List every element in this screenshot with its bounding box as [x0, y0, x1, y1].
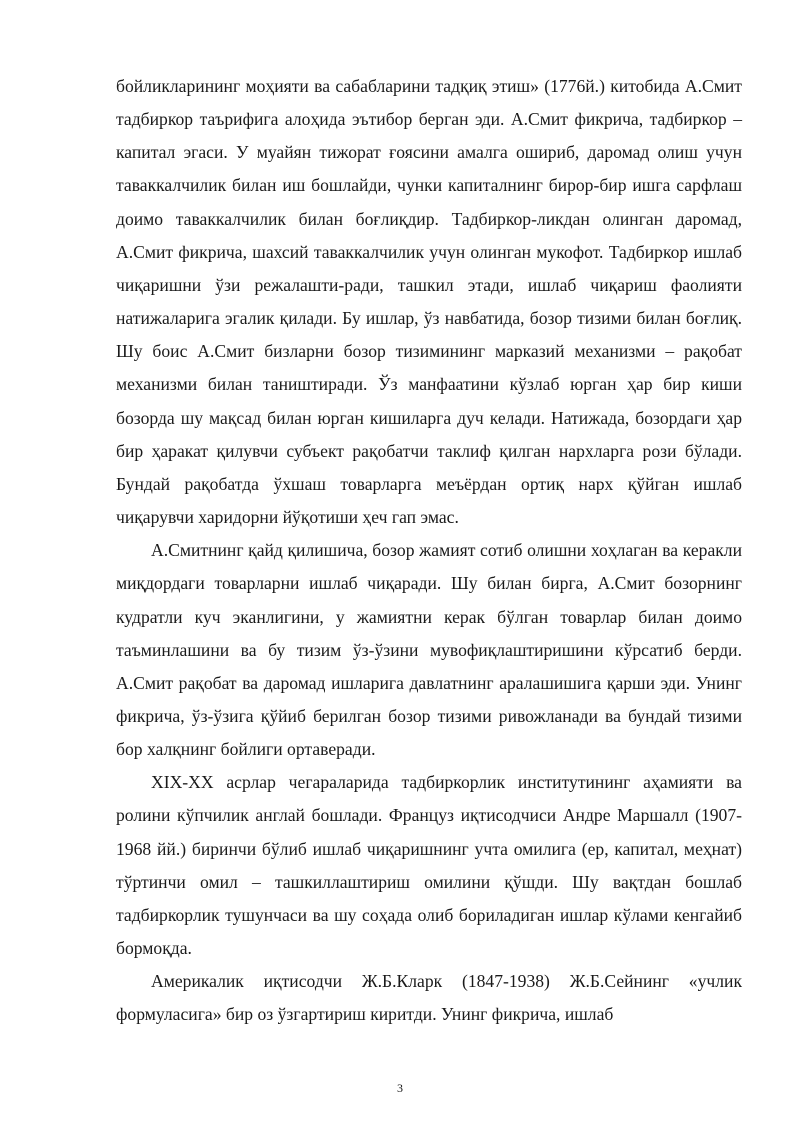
body-text: [116, 70, 742, 1032]
paragraph-4: Америкалик иқтисодчи Ж.Б.Кларк (1847-1938) Ж.Б.Сейнинг «учлик формуласига» бир оз ўзгартириш киритди. Унинг фикрича, ишлаб: [116, 971, 742, 1025]
paragraph-3: XIX-XX асрлар чегараларида тадбиркорлик институтининг аҳамияти ва ролини кўпчилик англай бошлади. Француз иқтисодчиси Андре Маршалл (1907-1968 йй.) биринчи бўлиб ишлаб чиқаришнинг учта омилига (ер, капитал, меҳнат) тўртинчи омил – ташкиллаштириш омилини қўшди. Шу вақтдан бошлаб тадбиркорлик тушунчаси ва шу соҳада олиб бориладиган ишлар кўлами кенгайиб бормоқда.: [116, 772, 742, 959]
paragraph-1: бойликларининг моҳияти ва сабабларини тадқиқ этиш» (1776й.) китобида А.Смит тадбиркор таърифига алоҳида эътибор берган эди. А.Смит фикрича, тадбиркор – капитал эгаси. У муайян тижорат ғоясини амалга ошириб, даромад олиш учун таваккалчилик билан иш бошлайди, чунки капиталнинг бирор-бир ишга сарфлаш доимо таваккалчилик билан боғлиқдир. Тадбиркор-ликдан олинган даромад, А.Смит фикрича, шахсий таваккалчилик учун олинган мукофот. Тадбиркор ишлаб чиқаришни ўзи режалашти-ради, ташкил этади, ишлаб чиқариш фаолияти натижаларига эгалик қилади. Бу ишлар, ўз навбатида, бозор тизими билан боғлиқ. Шу боис А.Смит бизларни бозор тизимининг марказий механизми – рақобат механизми билан таништиради. Ўз манфаатини кўзлаб юрган ҳар бир киши бозорда шу мақсад билан юрган кишиларга дуч келади. Натижада, бозордаги ҳар бир ҳаракат қилувчи субъект рақобатчи таклиф қилган нархларга рози бўлади. Бундай рақобатда ўхшаш товарларга меъёрдан ортиқ нарх қўйган ишлаб чиқарувчи харидорни йўқотиши ҳеч гап эмас.: [116, 76, 742, 528]
page-number: 3: [397, 1081, 403, 1095]
paragraph-2: А.Смитнинг қайд қилишича, бозор жамият сотиб олишни хоҳлаган ва керакли миқдордаги товарларни ишлаб чиқаради. Шу билан бирга, А.Смит бозорнинг кудратли куч эканлигини, у жамиятни керак бўлган товарлар билан доимо таъминлашини ва бу тизим ўз-ўзини мувофиқлаштиришини кўрсатиб берди. А.Смит рақобат ва даромад ишларига давлатнинг аралашишига қарши эди. Унинг фикрича, ўз-ўзига қўйиб берилган бозор тизими ривожланади ва бундай тизими бор халқнинг бойлиги ортаверади.: [116, 540, 742, 760]
